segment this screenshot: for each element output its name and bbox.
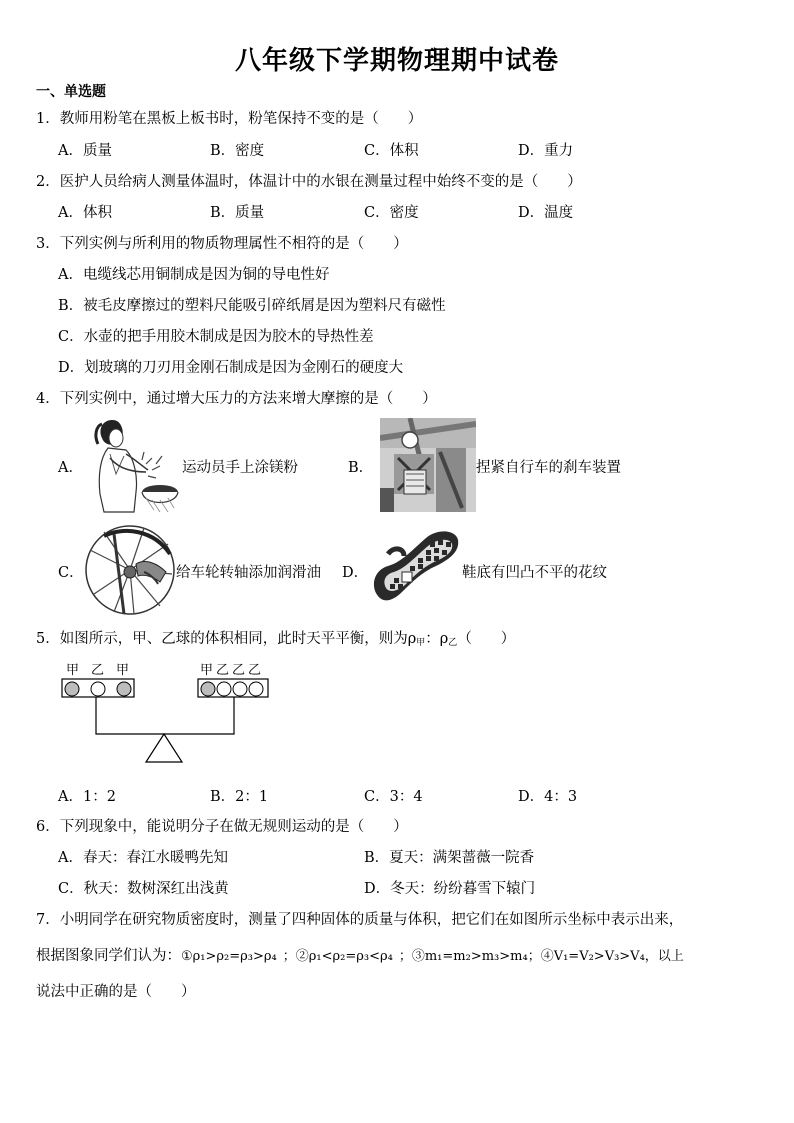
left-ball-jia [65,682,79,696]
left-label-2: 乙 [91,663,105,678]
page-title: 八年级下学期物理期中试卷 [234,46,559,76]
q4-option-b-letter[interactable]: B． [348,460,374,476]
question-3-stem: 3．下列实例与所利用的物质物理属性不相符的是（ ） [36,236,408,252]
q7-statement-4: ④V₁=V₂>V₃>V₄，以上 [540,949,684,964]
right-label-1: 甲 [200,663,214,678]
q1-option-c[interactable]: C．体积 [364,143,419,159]
question-6-stem: 6．下列现象中，能说明分子在做无规则运动的是（ ） [36,819,408,835]
q1-option-d[interactable]: D．重力 [518,143,574,159]
question-7-line-3: 说法中正确的是（ ） [36,984,196,1000]
q7-statement-1: ①ρ₁>ρ₂=ρ₃>ρ₄ [181,949,277,964]
q5-option-c[interactable]: C．3：4 [364,789,423,805]
q5-rho-jia-subscript: 甲 [416,638,426,648]
question-1-stem: 1．教师用粉笔在黑板上板书时，粉笔保持不变的是（ ） [36,111,423,127]
q3-option-c[interactable]: C．水壶的把手用胶木制成是因为胶木的导热性差 [58,329,374,345]
right-ball-jia [201,682,215,696]
left-ball-jia [117,682,131,696]
athlete-chalk-image [90,414,182,514]
q4-option-c-letter[interactable]: C． [58,565,84,581]
fulcrum [146,734,182,762]
q4-option-a-text[interactable]: 运动员手上涂镁粉 [182,460,298,476]
question-5-stem [36,627,515,648]
question-7-line-1: 7．小明同学在研究物质密度时，测量了四种固体的质量与体积，把它们在如图所示坐标中表示出来， [36,912,684,928]
question-4-stem: 4．下列实例中，通过增大压力的方法来增大摩擦的是（ ） [36,391,437,407]
wheel-axle-oiling-image [84,524,176,616]
section-heading: 一、单选题 [36,84,106,100]
q4-option-d-letter[interactable]: D． [342,565,369,581]
q3-option-d[interactable]: D．划玻璃的刀刃用金刚石制成是因为金刚石的硬度大 [58,360,404,376]
q2-option-a[interactable]: A．体积 [58,205,112,221]
q5-option-d[interactable]: D．4：3 [518,789,578,805]
q4-option-a-letter[interactable]: A． [58,460,83,476]
q7-statement-3: ；③m₁=m₂>m₃>m₄； [398,949,541,964]
q4-option-d-text[interactable]: 鞋底有凹凸不平的花纹 [462,565,607,581]
q6-option-a[interactable]: A．春天：春江水暖鸭先知 [58,850,228,866]
q5-option-a[interactable]: A．1：2 [58,789,116,805]
q5-stem-text: 5．如图所示，甲、乙球的体积相同，此时天平平衡，则为ρ [36,631,417,647]
q5-option-b[interactable]: B．2：1 [210,789,269,805]
right-ball-yi [217,682,231,696]
shoe-sole-pattern-image [368,526,462,610]
q1-option-b[interactable]: B．密度 [210,143,265,159]
left-label-1: 甲 [66,663,80,678]
q6-option-d[interactable]: D．冬天：纷纷暮雪下辕门 [364,881,536,897]
q7-prefix: 根据图象同学们认为： [36,948,181,964]
q6-option-b[interactable]: B．夏天：满架蔷薇一院香 [364,850,535,866]
q7-statement-2: ；②ρ₁<ρ₂=ρ₃<ρ₄ [282,949,393,964]
balance-scale-diagram [56,658,286,768]
q6-option-c[interactable]: C．秋天：数树深红出浅黄 [58,881,229,897]
bicycle-brake-image [380,418,476,512]
q5-colon: ：ρ [425,631,449,647]
q3-option-b[interactable]: B．被毛皮摩擦过的塑料尺能吸引碎纸屑是因为塑料尺有磁性 [58,298,446,314]
q2-option-d[interactable]: D．温度 [518,205,574,221]
q1-option-a[interactable]: A．质量 [58,143,112,159]
q5-rho-yi-subscript: 乙 [448,638,458,648]
left-label-3: 甲 [116,663,130,678]
q4-option-c-text[interactable]: 给车轮转轴添加润滑油 [176,565,321,581]
q5-blank: （ ） [457,631,516,647]
q2-option-c[interactable]: C．密度 [364,205,419,221]
q3-option-a[interactable]: A．电缆线芯用铜制成是因为铜的导电性好 [58,267,330,283]
q2-option-b[interactable]: B．质量 [210,205,265,221]
question-7-line-2 [36,944,684,965]
left-ball-yi [91,682,105,696]
right-label-4: 乙 [248,663,262,678]
right-ball-yi [233,682,247,696]
q4-option-b-text[interactable]: 捏紧自行车的刹车装置 [476,460,621,476]
right-label-3: 乙 [232,663,246,678]
question-2-stem: 2．医护人员给病人测量体温时，体温计中的水银在测量过程中始终不变的是（ ） [36,174,582,190]
right-ball-yi [249,682,263,696]
right-label-2: 乙 [216,663,230,678]
